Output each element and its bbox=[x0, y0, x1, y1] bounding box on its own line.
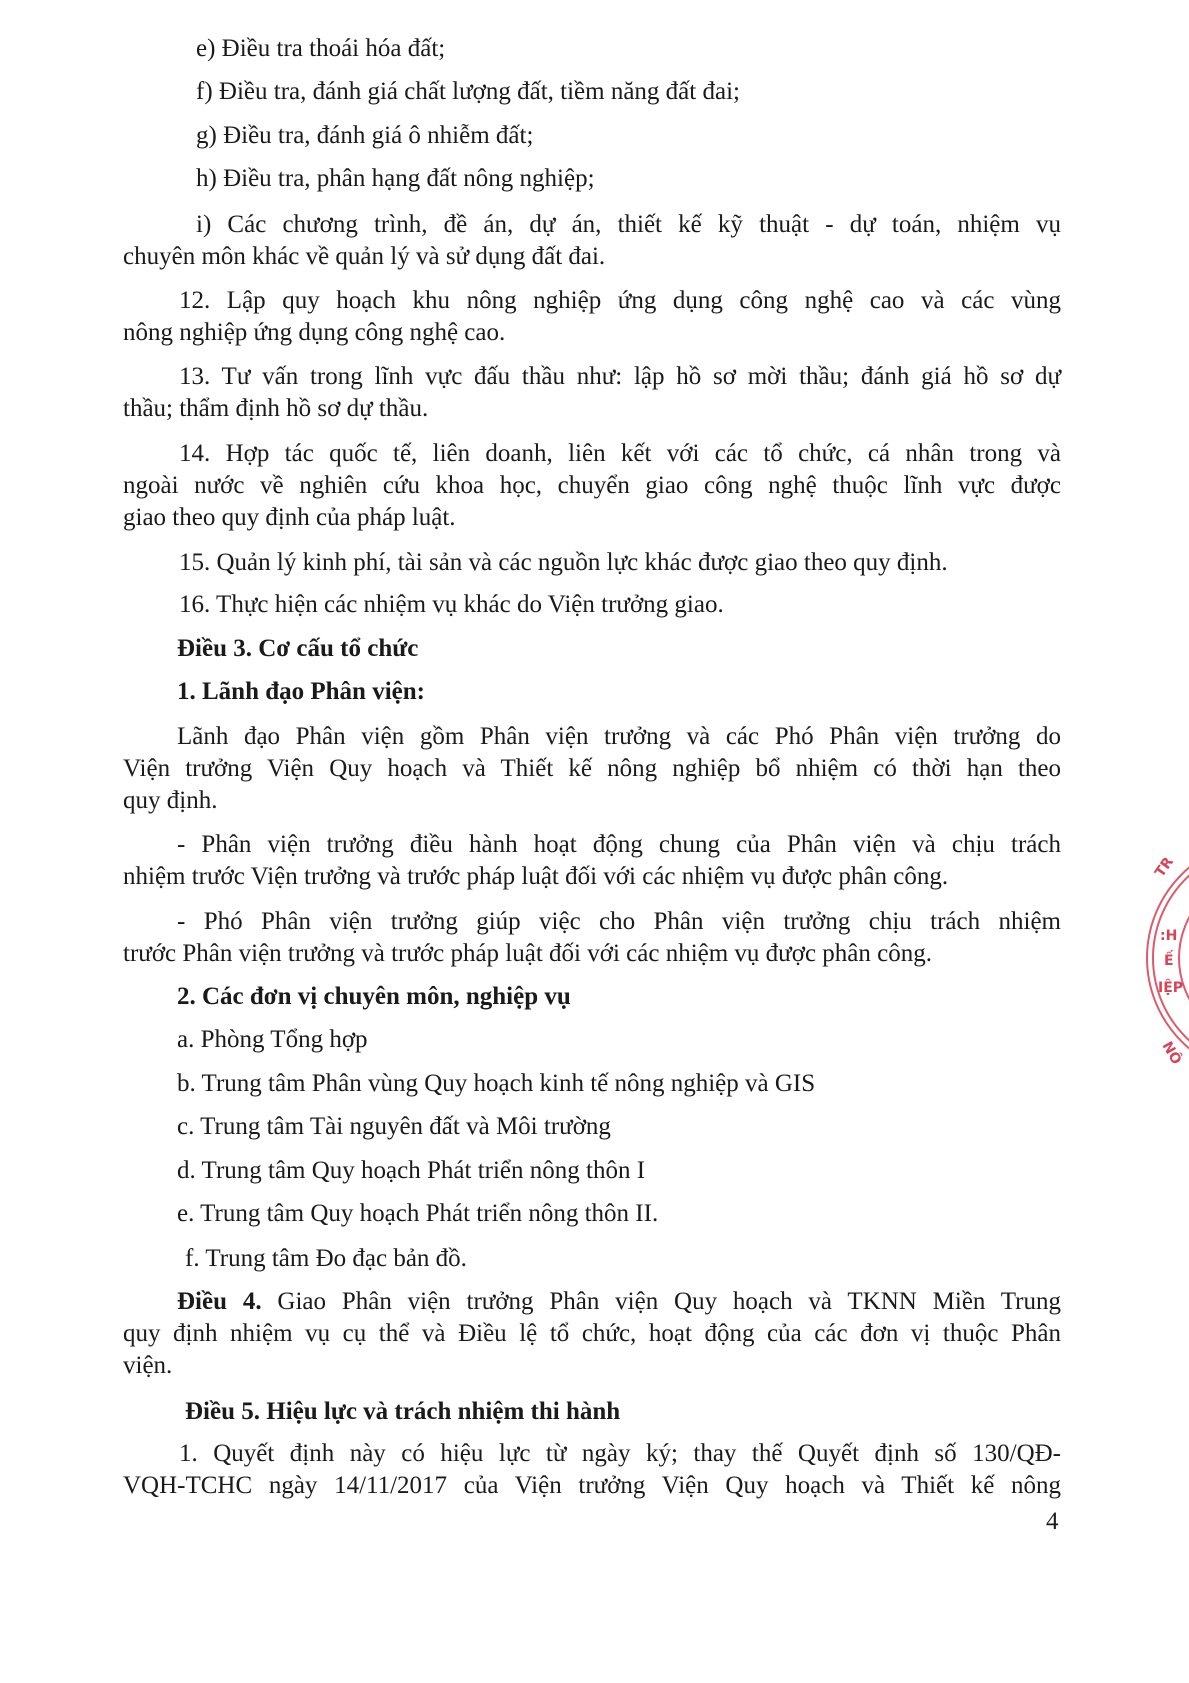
unit-a: a. Phòng Tổng hợp bbox=[177, 1026, 368, 1053]
item-13: 13. Tư vấn trong lĩnh vực đấu thầu như: lập hồ sơ mời thầu; đánh giá hồ sơ dự thầu; thẩm định hồ sơ dự thầu. bbox=[123, 363, 1061, 422]
item-14: 14. Hợp tác quốc tế, liên doanh, liên kết với các tổ chức, cá nhân trong và ngoài nước về nghiên cứu khoa học, chuyển giao công nghệ thuộc lĩnh vực được giao theo quy định của pháp luật. bbox=[123, 440, 1061, 531]
item-16: 16. Thực hiện các nhiệm vụ khác do Viện trưởng giao. bbox=[179, 591, 724, 618]
unit-c: c. Trung tâm Tài nguyên đất và Môi trường bbox=[177, 1113, 611, 1140]
svg-text:Ế: Ế bbox=[1164, 953, 1174, 969]
item-i: i) Các chương trình, đề án, dự án, thiết kế kỹ thuật - dự toán, nhiệm vụ chuyên môn khác về quản lý và sử dụng đất đai. bbox=[123, 211, 1061, 270]
svg-text:IỆP: IỆP bbox=[1158, 980, 1184, 996]
item-g: g) Điều tra, đánh giá ô nhiễm đất; bbox=[196, 122, 534, 149]
leadership-paragraph: Lãnh đạo Phân viện gồm Phân viện trưởng và các Phó Phân viện trưởng do Viện trưởng Viện Quy hoạch và Thiết kế nông nghiệp bổ nhiệm có thời hạn theo quy định. bbox=[123, 723, 1061, 814]
item-15: 15. Quản lý kinh phí, tài sản và các nguồn lực khác được giao theo quy định. bbox=[179, 549, 948, 576]
article-5-heading: Điều 5. Hiệu lực và trách nhiệm thi hành bbox=[185, 1398, 621, 1425]
unit-d: d. Trung tâm Quy hoạch Phát triển nông thôn I bbox=[177, 1157, 646, 1184]
director-paragraph: - Phân viện trưởng điều hành hoạt động chung của Phân viện và chịu trách nhiệm trước Viện trưởng và trước pháp luật đối với các nhiệm vụ được phân công. bbox=[123, 831, 1061, 890]
svg-text:NÔ: NÔ bbox=[1158, 1039, 1185, 1068]
unit-f: f. Trung tâm Đo đạc bản đồ. bbox=[185, 1245, 467, 1272]
item-h: h) Điều tra, phân hạng đất nông nghiệp; bbox=[196, 165, 595, 192]
svg-text:TR: TR bbox=[1152, 854, 1177, 881]
item-f: f) Điều tra, đánh giá chất lượng đất, tiềm năng đất đai; bbox=[196, 78, 740, 105]
item-e: e) Điều tra thoái hóa đất; bbox=[196, 35, 446, 62]
red-seal-stamp bbox=[1140, 830, 1189, 1090]
article-4: Điều 4. Giao Phân viện trưởng Phân viện Quy hoạch và TKNN Miền Trung quy định nhiệm vụ cụ thể và Điều lệ tổ chức, hoạt động của các đơn vị thuộc Phân viện. bbox=[123, 1288, 1061, 1379]
unit-b: b. Trung tâm Phân vùng Quy hoạch kinh tế nông nghiệp và GIS bbox=[177, 1070, 816, 1097]
section-1-heading: 1. Lãnh đạo Phân viện: bbox=[177, 678, 425, 705]
deputy-paragraph: - Phó Phân viện trưởng giúp việc cho Phân viện trưởng chịu trách nhiệm trước Phân viện trưởng và trước pháp luật đối với các nhiệm vụ được phân công. bbox=[123, 908, 1061, 967]
svg-text::H: :H bbox=[1160, 928, 1178, 944]
article-4-label: Điều 4. bbox=[177, 1288, 262, 1315]
section-2-heading: 2. Các đơn vị chuyên môn, nghiệp vụ bbox=[177, 983, 571, 1010]
article-5-item-1: 1. Quyết định này có hiệu lực từ ngày ký; thay thế Quyết định số 130/QĐ- VQH-TCHC ngày 14/11/2017 của Viện trưởng Viện Quy hoạch và Thiết kế nông bbox=[123, 1440, 1061, 1499]
unit-e: e. Trung tâm Quy hoạch Phát triển nông thôn II. bbox=[177, 1200, 659, 1227]
item-12: 12. Lập quy hoạch khu nông nghiệp ứng dụng công nghệ cao và các vùng nông nghiệp ứng dụng công nghệ cao. bbox=[123, 287, 1061, 346]
article-3-heading: Điều 3. Cơ cấu tổ chức bbox=[177, 635, 419, 662]
page-number: 4 bbox=[1046, 1508, 1059, 1535]
